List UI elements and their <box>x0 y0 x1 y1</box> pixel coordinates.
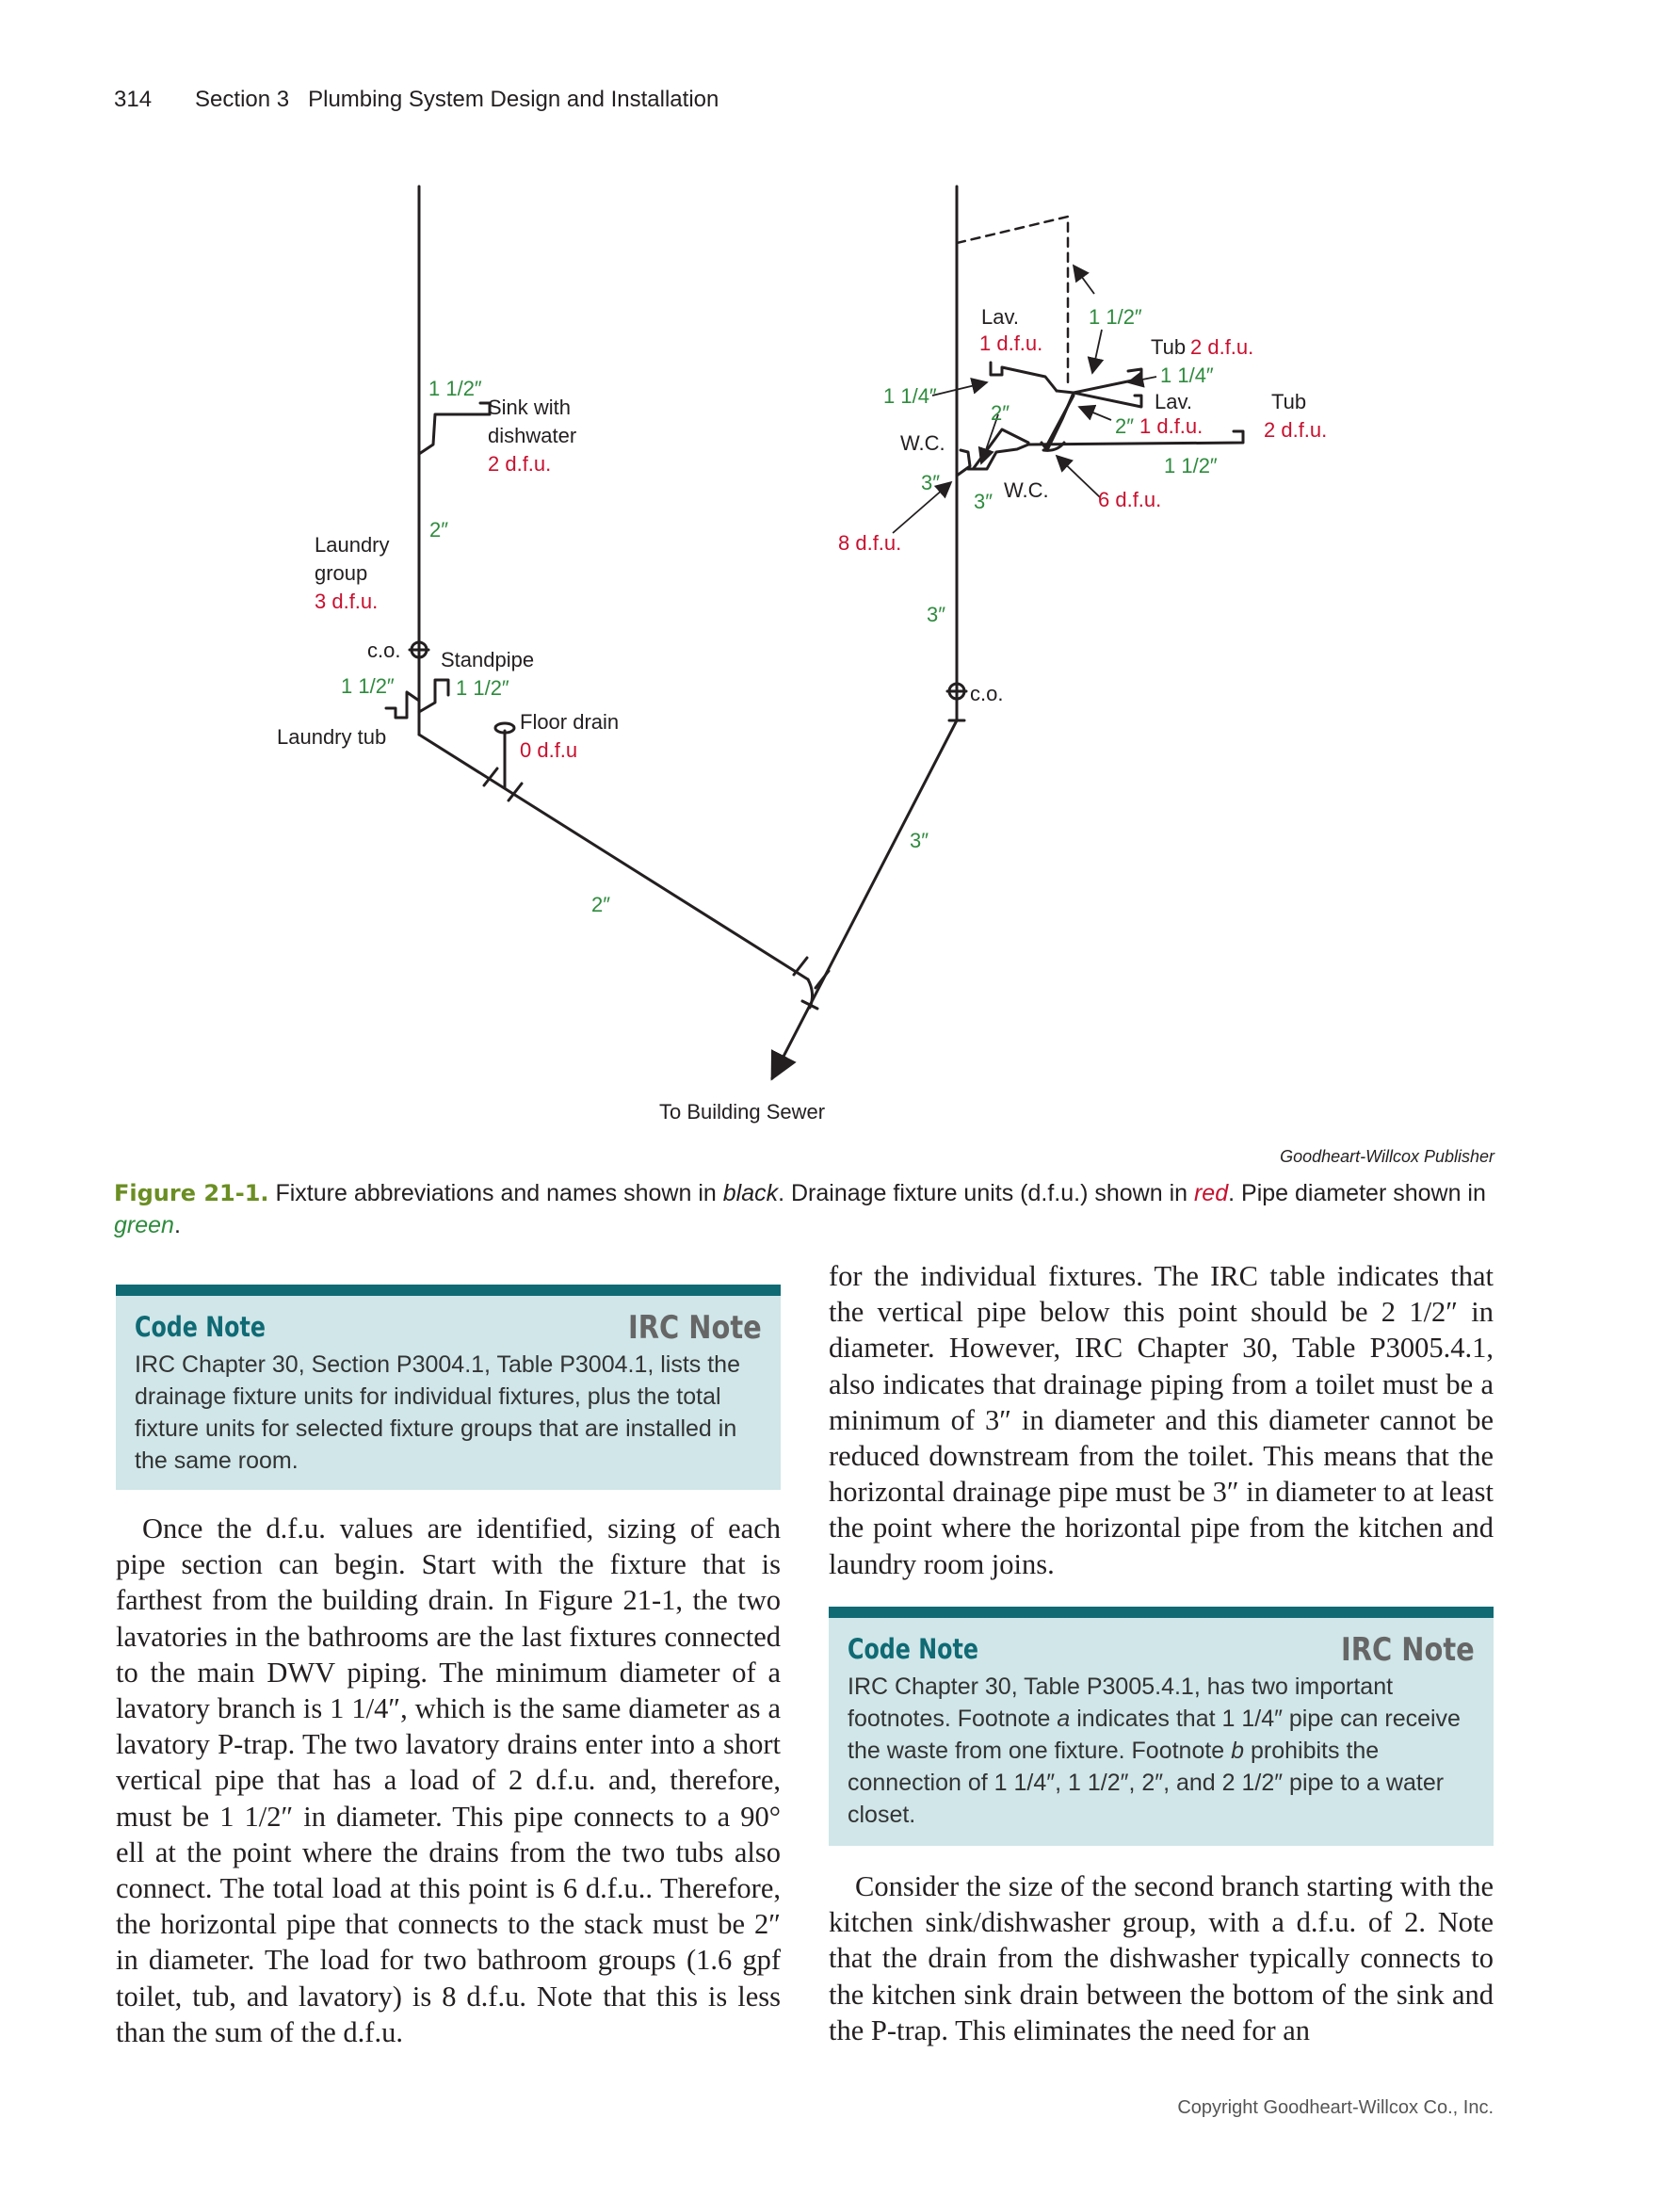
footnote-b: b <box>1231 1738 1245 1764</box>
label-laundry-group-1: Laundry <box>315 533 390 557</box>
figure-credit: Goodheart-Willcox Publisher <box>1280 1147 1494 1166</box>
right-column-bottom <box>829 1868 1494 2048</box>
caption-black: black <box>722 1180 779 1206</box>
tub2-branch <box>1028 431 1243 445</box>
label-lav-branch-dia: 1 1/4″ <box>883 384 937 408</box>
code-note-1 <box>116 1285 781 1490</box>
sink-branch <box>419 403 490 454</box>
footnote-a: a <box>1057 1706 1071 1732</box>
label-stack-3in: 3″ <box>927 603 946 626</box>
standpipe-branch <box>419 680 448 712</box>
label-sink-dia: 1 1/2″ <box>428 377 482 400</box>
lav1-trap <box>991 363 1057 391</box>
label-wc2-dia: 3″ <box>974 490 993 513</box>
caption-text-1: Fixture abbreviations and names shown in <box>268 1180 723 1206</box>
label-branch-2in: 2″ <box>991 401 1010 425</box>
label-wc2: W.C. <box>1004 478 1049 502</box>
label-to-building-sewer: To Building Sewer <box>659 1100 826 1124</box>
note2-text-2: indicates that 1 1/4″ pipe can receive the waste from one fixture. Footnote <box>848 1706 1467 1764</box>
label-tub1: Tub <box>1151 335 1187 359</box>
paragraph-right-2: Consider the size of the second branch starting with the kitchen sink/dishwasher group, with a d.f.u. of 2. Note that the drain from the dishwasher typically connects to the kitchen sink drain between the bottom of the sink and the P-trap. This eliminates the need for an <box>829 1870 1494 2046</box>
figure-label: Figure 21-1. <box>114 1180 269 1206</box>
code-note-body: IRC Chapter 30, Section P3004.1, Table P3004.1, lists the drainage fixture units for individual fixtures, plus the total fixture units for selected fixture groups that are installed in the same room. <box>135 1351 740 1474</box>
label-sink-name-2: dishwater <box>488 424 577 447</box>
label-laundry-group-2: group <box>315 561 368 585</box>
label-wc1: W.C. <box>900 431 945 455</box>
wc1-trap <box>957 450 970 476</box>
label-standpipe: Standpipe <box>441 648 535 671</box>
note2-text-3: prohibits the connection of 1 1/4″, 1 1/2″, 2″, and 2 1/2″ pipe to a water closet. <box>848 1738 1450 1828</box>
label-tub2: Tub <box>1271 390 1307 413</box>
paragraph-right-1: for the individual fixtures. The IRC table indicates that the vertical pipe below this point should be 2 1/2″ in diameter. However, IRC Chapter 30, Table P3005.4.1, also indicates that drainage piping from a toilet must be a minimum of 3″ in diameter and this diameter cannot be reduced downstream from the toilet. This means that the horizontal drainage pipe must be 3″ in diameter to at least the point where the horizontal pipe from the kitchen and laundry room joins. <box>829 1260 1494 1580</box>
label-floor-drain: Floor drain <box>520 710 620 734</box>
label-vent-dia: 1 1/2″ <box>1089 305 1142 329</box>
caption-text-4: . <box>173 1212 181 1238</box>
label-8-dfu: 8 d.f.u. <box>838 531 902 555</box>
label-tub1-dfu: 2 d.f.u. <box>1190 335 1254 359</box>
caption-text-2: . Drainage fixture units (d.f.u.) shown in <box>778 1180 1194 1206</box>
floor-drain-grate <box>495 723 514 733</box>
right-column-top <box>829 1258 1494 1582</box>
caption-text-3: . Pipe diameter shown in <box>1228 1180 1493 1206</box>
lav2-trap <box>1074 393 1141 407</box>
label-horizontal-2in: 2″ <box>591 893 611 916</box>
irc-note-tag: IRC Note <box>628 1309 762 1347</box>
caption-red: red <box>1193 1180 1229 1206</box>
lav-vertical <box>1042 391 1074 450</box>
caption-green: green <box>114 1212 174 1238</box>
label-lav1-dfu: 1 d.f.u. <box>979 331 1043 355</box>
diagonal-drain-3in <box>772 720 957 1078</box>
label-wc1-dia: 3″ <box>921 471 941 494</box>
label-tub1-dia: 1 1/4″ <box>1160 364 1214 387</box>
section-title: Section 3 Plumbing System Design and Installation <box>195 87 719 112</box>
label-lav2-dfu: 1 d.f.u. <box>1139 414 1203 438</box>
label-stack-2in: 2″ <box>429 518 449 542</box>
horizontal-drain-2in <box>419 735 808 979</box>
paragraph-left: Once the d.f.u. values are identified, sizing of each pipe section can begin. Start with the fixture that is farthest from the building drain. In Figure 21-1, the two lavatories in the bathrooms are the last fixtures connected to the main DWV piping. The minimum diameter of a lavatory branch is 1 1/4″, which is the same diameter as a lavatory P-trap. The two lavatory drains enter into a short vertical pipe that has a load of 2 d.f.u. and, therefore, must be 1 1/2″ in diameter. This pipe connects to a 90° ell at the point where the drains from the two tubs also connect. The total load at this point is 6 d.f.u.. Therefore, the horizontal pipe that connects to the stack must be 2″ in diameter. The load for two bathroom groups (1.6 gpf toilet, tub, and lavatory) is 8 d.f.u. Note that this is less than the sum of the d.f.u. <box>116 1512 781 2048</box>
label-tub2-dfu: 2 d.f.u. <box>1264 418 1328 442</box>
left-column <box>116 1511 781 2050</box>
code-note-2 <box>829 1607 1494 1846</box>
label-lav1: Lav. <box>981 305 1019 329</box>
page-number: 314 <box>114 87 153 112</box>
label-tub-dia: 1 1/2″ <box>341 674 395 698</box>
code-note-title: Code Note <box>135 1311 266 1343</box>
label-co-left: c.o. <box>367 639 401 662</box>
vent-dashed <box>957 217 1068 388</box>
code-note-body-2 <box>848 1671 1480 1831</box>
label-sink-dfu: 2 d.f.u. <box>488 452 552 476</box>
irc-note-tag-2: IRC Note <box>1341 1631 1475 1669</box>
copyright: Copyright Goodheart-Willcox Co., Inc. <box>1177 2097 1494 2118</box>
label-co-right: c.o. <box>970 682 1004 705</box>
label-laundry-group-dfu: 3 d.f.u. <box>315 590 379 613</box>
note2-text-1: IRC Chapter 30, Table P3005.4.1, has two important footnotes. Footnote <box>848 1674 1399 1732</box>
label-laundry-tub: Laundry tub <box>277 725 387 749</box>
label-sink-name-1: Sink with <box>488 396 572 419</box>
label-horizontal-1-5in: 1 1/2″ <box>1164 454 1218 477</box>
code-note-title-2: Code Note <box>848 1633 978 1665</box>
figure-caption <box>114 1177 1493 1241</box>
label-standpipe-dia: 1 1/2″ <box>456 676 509 700</box>
label-diagonal-3in: 3″ <box>910 829 929 852</box>
label-floor-drain-dfu: 0 d.f.u <box>520 738 578 762</box>
label-lav2: Lav. <box>1155 390 1192 413</box>
label-6-dfu: 6 d.f.u. <box>1098 488 1162 511</box>
label-lav2-dia: 2″ <box>1115 414 1135 438</box>
